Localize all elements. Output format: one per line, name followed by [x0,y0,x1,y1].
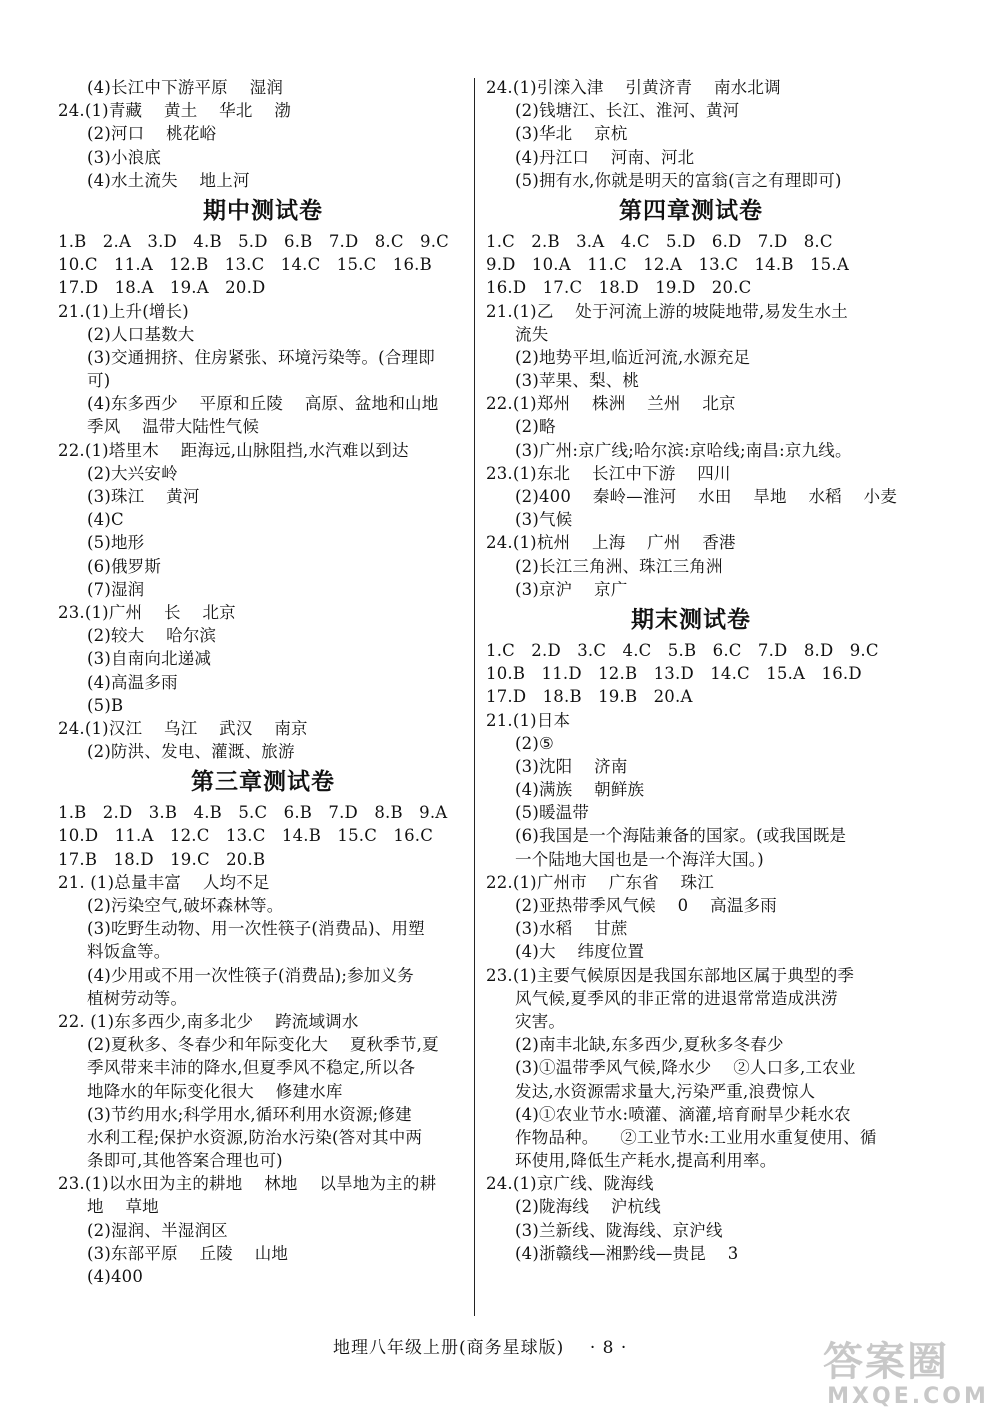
answer-line: 22.(1)塔里木 距海远,山脉阻挡,水汽难以到达 [58,440,409,460]
answer-line: 季风带来丰沛的降水,但夏季风不稳定,所以各 [87,1058,416,1078]
answer-line: 24.(1)引滦入津 引黄济青 南水北调 [486,78,781,97]
answer-line: (4)丹江口 河南、河北 [515,147,695,167]
answer-line: (4)东多西少 平原和丘陵 高原、盆地和山地 [87,394,439,414]
answer-line: (2)陇海线 沪杭线 [515,1197,661,1217]
answer-line: (3)沈阳 济南 [515,756,628,776]
answer-line: (2)湿润、半湿润区 [87,1220,228,1240]
answer-line: 1.C 2.B 3.A 4.C 5.D 6.D 7.D 8.C [486,231,833,251]
answer-line: (3)广州:京广线;哈尔滨:京哈线;南昌:京九线。 [515,440,852,460]
answer-line: (3)吃野生动物、用一次性筷子(消费品)、用塑 [87,919,425,939]
answer-line: (2)地势平坦,临近河流,水源充足 [515,347,751,367]
answer-line: (5)B [87,695,124,715]
page-footer: 地理八年级上册(商务星球版) · 8 · [333,1338,628,1358]
answer-line: (6)我国是一个海陆兼备的国家。(或我国既是 [515,826,847,846]
answer-line: (6)俄罗斯 [87,556,162,576]
answer-line: (2)钱塘江、长江、淮河、黄河 [515,101,740,121]
column-divider [474,78,475,1316]
answer-line: (7)湿润 [87,579,145,599]
section-heading: 第四章测试卷 [619,197,763,224]
answer-line: (3)小浪底 [87,147,162,167]
answer-line: (3)兰新线、陇海线、京沪线 [515,1220,723,1240]
answer-line: (3)东部平原 丘陵 山地 [87,1243,289,1263]
answer-line: 21. (1)总量丰富 人均不足 [58,872,270,892]
answer-line: 16.D 17.C 18.D 19.D 20.C [486,278,752,298]
answer-line: 环使用,降低生产耗水,提高利用率。 [515,1151,777,1171]
answer-line: (2)⑤ [515,733,554,753]
answer-line: 9.D 10.A 11.C 12.A 13.C 14.B 15.A [486,255,849,275]
answer-line: 23.(1)以水田为主的耕地 林地 以旱地为主的耕 [58,1174,437,1194]
answer-line: 一个陆地大国也是一个海洋大国。) [515,849,764,869]
answer-line: 植树劳动等。 [87,988,188,1008]
answer-line: (2)污染空气,破坏森林等。 [87,896,284,915]
section-heading: 期末测试卷 [631,606,751,633]
answer-line: 水利工程;保护水资源,防治水污染(答对其中两 [87,1127,423,1147]
answer-line: (4)浙赣线—湘黔线—贵昆 3 [515,1243,739,1263]
answer-line: 24.(1)杭州 上海 广州 香港 [486,533,736,553]
answer-line: (4)①农业节水:喷灌、滴灌,培育耐旱少耗水农 [515,1104,851,1124]
answer-line: (4)大 纬度位置 [515,942,645,962]
answer-line: 地 草地 [87,1197,159,1217]
watermark-text: 答案圈 [823,1339,949,1385]
answer-line: (2)略 [515,417,556,437]
answer-line: (4)400 [87,1267,144,1286]
answer-line: 21.(1)上升(增长) [58,301,189,321]
answer-line: (4)C [87,510,124,530]
answer-line: 17.B 18.D 19.C 20.B [58,849,266,869]
answer-line: (4)高温多雨 [87,672,178,692]
answer-line: (2)河口 桃花峪 [87,124,217,144]
answer-line: (4)少用或不用一次性筷子(消费品);参加义务 [87,965,414,985]
answer-line: 料饭盒等。 [87,942,171,962]
answer-line: 24.(1)青藏 黄土 华北 渤 [58,101,292,121]
watermark-url: MXQE.COM [827,1384,989,1409]
answer-line: 1.B 2.D 3.B 4.B 5.C 6.B 7.D 8.B 9.A [58,803,448,823]
answer-line: (3)苹果、梨、桃 [515,371,640,391]
answer-line: 24.(1)汉江 乌江 武汉 南京 [58,718,308,738]
answer-line: (2)400 秦岭—淮河 水田 旱地 水稻 小麦 [515,487,898,506]
answer-line: (2)人口基数大 [87,324,195,344]
answer-line: 23.(1)广州 长 北京 [58,602,236,622]
answer-line: 22.(1)郑州 株洲 兰州 北京 [486,394,736,414]
answer-line: 1.B 2.A 3.D 4.B 5.D 6.B 7.D 8.C 9.C [58,231,449,251]
answer-line: (5)拥有水,你就是明天的富翁(言之有理即可) [515,170,842,190]
answer-line: 10.D 11.A 12.C 13.C 14.B 15.C 16.C [58,826,434,846]
answer-line: 10.B 11.D 12.B 13.D 14.C 15.A 16.D [486,664,862,684]
left-column [58,76,468,1288]
answer-line: (2)较大 哈尔滨 [87,626,217,646]
answer-line: (3)水稻 甘蔗 [515,919,628,939]
answer-line: 流失 [515,324,549,344]
answer-line: 22. (1)东多西少,南多北少 跨流域调水 [58,1011,359,1031]
answer-line: 17.D 18.A 19.A 20.D [58,278,266,298]
answer-line: (2)夏秋多、冬春少和年际变化大 夏秋季节,夏 [87,1035,439,1055]
answer-line: 17.D 18.B 19.B 20.A [486,687,693,707]
section-heading: 期中测试卷 [203,197,323,224]
answer-line: 条即可,其他答案合理也可) [87,1151,283,1171]
section-heading: 第三章测试卷 [191,769,335,796]
answer-line: (3)交通拥挤、住房紧张、环境污染等。(合理即 [87,347,435,367]
answer-line: (5)地形 [87,533,145,553]
answer-line: 21.(1)日本 [486,710,571,730]
answer-line: (2)长江三角洲、珠江三角洲 [515,556,723,576]
answer-line: (3)气候 [515,510,573,530]
answer-line: (4)长江中下游平原 湿润 [87,78,284,97]
answer-line: 季风 温带大陆性气候 [87,417,260,437]
answer-line: (3)①温带季风气候,降水少 ②人口多,工农业 [515,1058,856,1078]
answer-line: 1.C 2.D 3.C 4.C 5.B 6.C 7.D 8.D 9.C [486,640,879,660]
answer-line: 可) [87,371,111,391]
answer-line: 23.(1)主要气候原因是我国东部地区属于典型的季 [486,965,855,985]
answer-line: 23.(1)东北 长江中下游 四川 [486,463,731,483]
answer-line: (2)大兴安岭 [87,463,178,483]
answer-line: 发达,水资源需求量大,污染严重,浪费惊人 [515,1081,816,1101]
watermark-logo [823,1340,993,1416]
answer-line: (5)暖温带 [515,803,590,823]
answer-line: 10.C 11.A 12.B 13.C 14.C 15.C 16.B [58,255,432,275]
answer-line: (3)珠江 黄河 [87,487,200,506]
answer-line: (3)京沪 京广 [515,579,628,599]
answer-line: 地降水的年际变化很大 修建水库 [87,1081,343,1101]
answer-line: 灾害。 [515,1011,566,1031]
answer-line: (2)南丰北缺,东多西少,夏秋多冬春少 [515,1035,784,1055]
answer-line: 作物品种。 ②工业节水:工业用水重复使用、循 [515,1127,877,1147]
answer-line: 24.(1)京广线、陇海线 [486,1174,654,1194]
answer-line: 21.(1)乙 处于河流上游的坡陡地带,易发生水土 [486,301,848,321]
right-column [486,76,896,1265]
answer-line: 22.(1)广州市 广东省 珠江 [486,872,714,892]
answer-line: (4)满族 朝鲜族 [515,780,645,800]
answer-line: (3)节约用水;科学用水,循环利用水资源;修建 [87,1104,412,1124]
answer-line: (2)亚热带季风气候 0 高温多雨 [515,896,777,915]
answer-line: (4)水土流失 地上河 [87,170,250,190]
answer-line: (3)自南向北递减 [87,649,212,669]
answer-line: 风气候,夏季风的非正常的进退常常造成洪涝 [515,988,838,1008]
answer-line: (3)华北 京杭 [515,124,628,144]
answer-line: (2)防洪、发电、灌溉、旅游 [87,742,295,762]
